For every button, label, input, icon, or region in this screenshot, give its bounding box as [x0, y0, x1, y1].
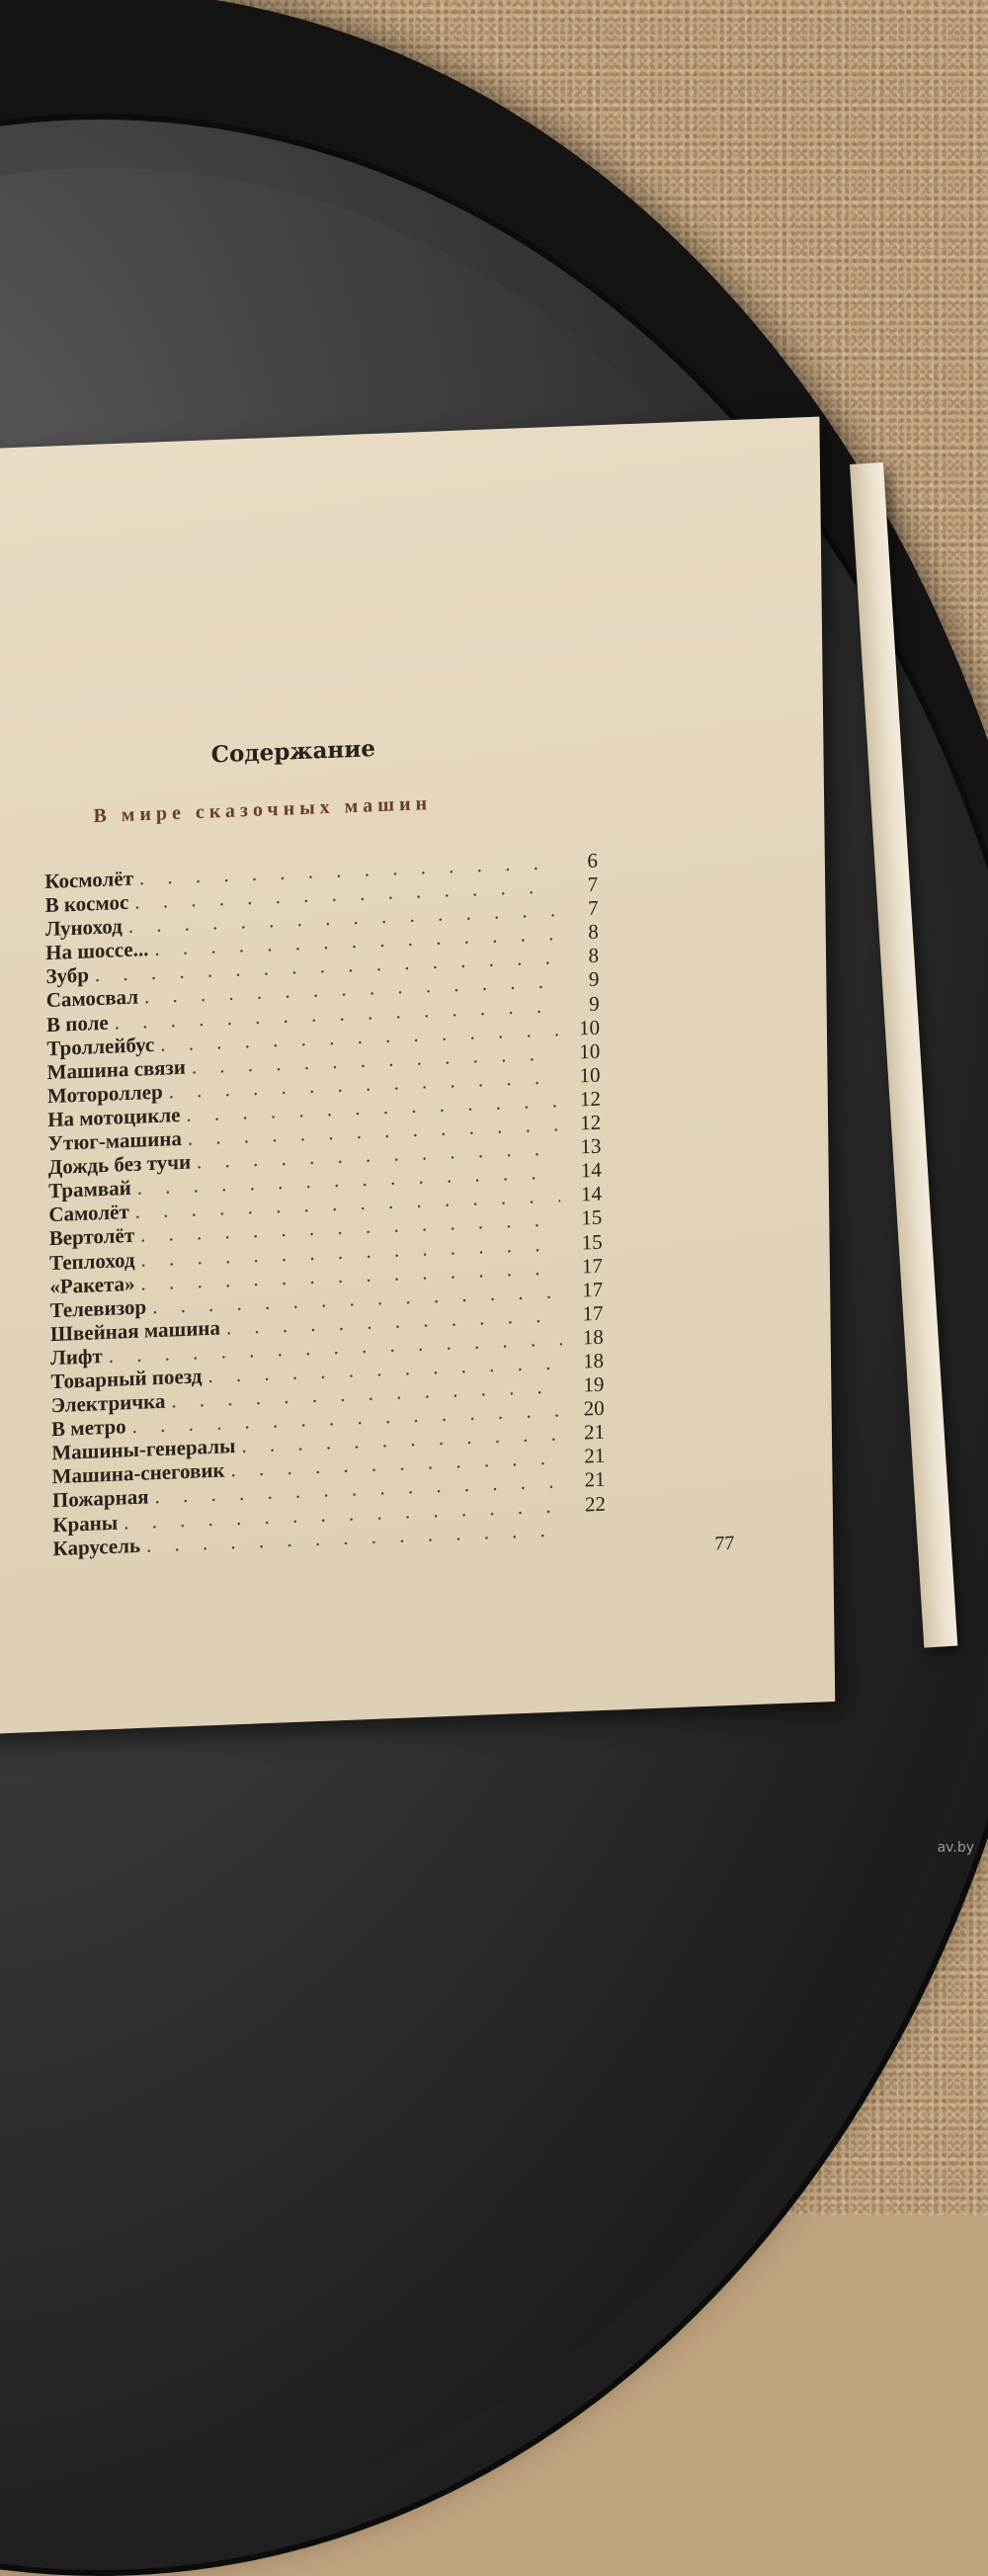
toc-entry-page: 17	[582, 1277, 604, 1302]
toc-entry-title: Самолёт	[48, 1200, 129, 1227]
toc-entry-title: Машина связи	[46, 1054, 187, 1084]
toc-entry-page: 17	[581, 1253, 604, 1279]
toc-entry-title: Теплоход	[48, 1247, 135, 1275]
toc-entry-page: 22	[584, 1491, 607, 1517]
toc-entry-title: Луноход	[44, 914, 123, 942]
toc-entry-title: Швейная машина	[49, 1315, 221, 1346]
toc-entry-page: 19	[583, 1371, 605, 1397]
toc-entry-page: 18	[582, 1324, 604, 1350]
toc-entry-page: 7	[587, 872, 599, 897]
toc-entry-page: 8	[588, 943, 600, 968]
toc-entry-page: 8	[588, 919, 599, 945]
toc-entry-title: Товарный поезд	[50, 1364, 203, 1394]
watermark: av.by	[937, 1840, 974, 1856]
toc-entry-page: 10	[578, 1015, 601, 1040]
toc-entry-title: На шоссе...	[45, 937, 149, 965]
book-page	[0, 417, 835, 1735]
toc-entry-page: 13	[580, 1133, 602, 1159]
toc-entry-page: 21	[584, 1444, 606, 1468]
toc-entry-page: 10	[579, 1062, 601, 1088]
toc-entry-page: 10	[579, 1039, 601, 1064]
toc-entry-page: 6	[587, 848, 599, 873]
toc-entry-title: В метро	[50, 1414, 126, 1442]
toc-entry-page: 17	[582, 1300, 604, 1326]
toc-section-title: В мире сказочных машин	[93, 791, 433, 828]
toc-entry-title: Дождь без тучи	[47, 1149, 192, 1180]
toc-entry-page: 9	[588, 967, 600, 992]
toc-entry-title: Машины-генералы	[51, 1434, 236, 1465]
toc-entry-page: 14	[580, 1157, 602, 1183]
toc-entry-title: В космос	[44, 889, 129, 918]
toc-entry-title: Зубр	[45, 962, 90, 989]
toc-entry-page: 12	[580, 1110, 602, 1135]
toc-entry-title: Самосвал	[45, 984, 139, 1013]
toc-entry-title: Карусель	[52, 1533, 141, 1560]
toc-entry-page: 9	[589, 991, 600, 1016]
toc-entry-title: Утюг-машина	[47, 1125, 183, 1156]
toc-entry-title: «Ракета»	[49, 1271, 135, 1298]
toc-entry-title: Лифт	[50, 1344, 103, 1371]
toc-entry-page: 14	[580, 1181, 603, 1206]
toc-entry-page: 12	[579, 1086, 601, 1112]
toc-entry-page: 21	[584, 1467, 606, 1492]
page-number: 77	[714, 1532, 735, 1555]
toc-entry-title: Машина-снеговик	[51, 1457, 225, 1489]
toc-entry-title: Электричка	[50, 1388, 166, 1418]
toc-entry-title: На мотоцикле	[47, 1102, 181, 1132]
toc-entry-page: 15	[581, 1229, 603, 1254]
toc-entry-title: Краны	[52, 1510, 119, 1537]
toc-entry-page: 21	[583, 1419, 606, 1445]
toc-title: Содержание	[210, 735, 376, 769]
toc-entry-title: Троллейбус	[46, 1032, 155, 1060]
toc-entry-title: Мотороллер	[46, 1079, 163, 1108]
toc-entry-title: В поле	[45, 1010, 109, 1037]
toc-entry-title: Вертолёт	[48, 1223, 135, 1251]
table-of-contents	[0, 417, 835, 1735]
toc-entry-title: Телевизор	[49, 1294, 147, 1322]
toc-entry-title: Космолёт	[44, 866, 134, 894]
toc-entry-page	[570, 1534, 606, 1535]
toc-entry-title: Трамвай	[47, 1176, 131, 1204]
toc-entry-page: 7	[587, 895, 599, 921]
toc-entry-page: 20	[583, 1395, 605, 1421]
toc-entry-title: Пожарная	[51, 1484, 149, 1513]
toc-entry-page: 18	[582, 1348, 605, 1373]
toc-entry-page: 15	[581, 1205, 603, 1230]
toc-list	[44, 849, 606, 1560]
